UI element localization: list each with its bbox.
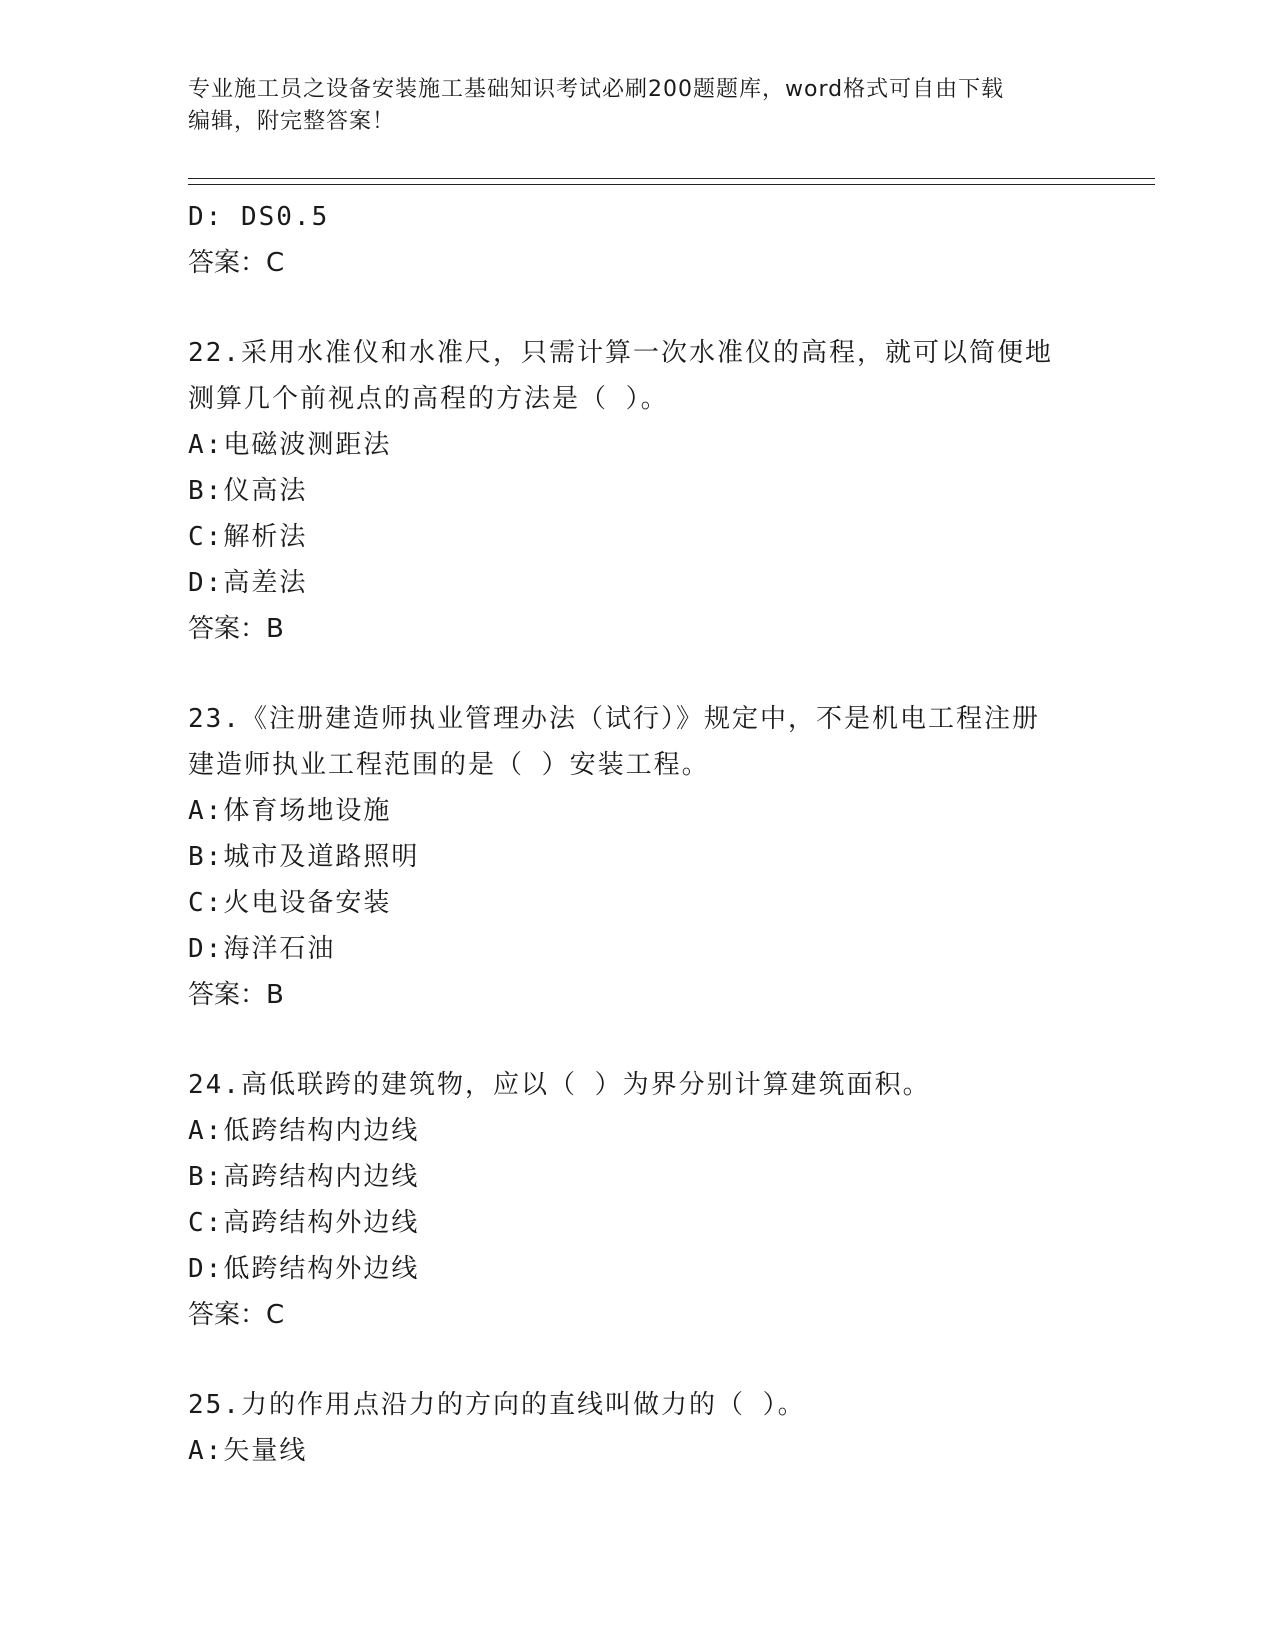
option-text: 高跨结构内边线: [223, 1162, 420, 1192]
q22-stem-line-1: 22.采用水准仪和水准尺，只需计算一次水准仪的高程，就可以简便地: [188, 338, 1053, 368]
q24-option-a: [188, 1108, 1088, 1154]
q25-stem-line-1: 25.力的作用点沿力的方向的直线叫做力的（ ）。: [188, 1390, 806, 1420]
question-22: [188, 330, 1088, 652]
option-text: 低跨结构外边线: [223, 1254, 420, 1284]
question-23: [188, 696, 1088, 1018]
option-text: 矢量线: [223, 1436, 308, 1466]
option-key: A:: [188, 796, 224, 826]
q22-answer: 答案：B: [188, 614, 284, 644]
option-text: 海洋石油: [223, 934, 336, 964]
q24-option-d: [188, 1246, 1088, 1292]
q23-option-c: [188, 880, 1088, 926]
header-line-1: 专业施工员之设备安装施工基础知识考试必刷200题题库，word格式可自由下载: [188, 77, 1005, 102]
option-text: 电磁波测距法: [223, 430, 392, 460]
document-header: [188, 74, 1068, 138]
q22-option-b: [188, 468, 1088, 514]
q23-answer: 答案：B: [188, 980, 284, 1010]
option-key: B:: [188, 1162, 224, 1192]
q24-option-b: [188, 1154, 1088, 1200]
option-text: 城市及道路照明: [223, 842, 420, 872]
option-text: 解析法: [223, 522, 308, 552]
option-text: 高跨结构外边线: [223, 1208, 420, 1238]
option-text: 火电设备安装: [223, 888, 392, 918]
q23-option-a: [188, 788, 1088, 834]
q21-answer: 答案：C: [188, 248, 285, 278]
option-text: 体育场地设施: [223, 796, 392, 826]
option-key: D:: [188, 1254, 224, 1284]
q23-stem-line-1: 23.《注册建造师执业管理办法（试行）》规定中，不是机电工程注册: [188, 704, 1040, 734]
option-key: A:: [188, 1116, 224, 1146]
header-line-2: 编辑，附完整答案！: [188, 109, 396, 134]
option-key: A:: [188, 430, 224, 460]
option-text: 低跨结构内边线: [223, 1116, 420, 1146]
q23-option-b: [188, 834, 1088, 880]
q24-stem-line-1: 24.高低联跨的建筑物，应以（ ）为界分别计算建筑面积。: [188, 1070, 931, 1100]
q22-option-d: [188, 560, 1088, 606]
q22-option-c: [188, 514, 1088, 560]
question-list: [188, 194, 1088, 1474]
option-key: B:: [188, 842, 224, 872]
option-key: B:: [188, 476, 224, 506]
option-key: C:: [188, 888, 224, 918]
option-key: C:: [188, 1208, 224, 1238]
option-text: 仪高法: [223, 476, 308, 506]
header-divider-bottom: [188, 184, 1155, 185]
option-text: 高差法: [223, 568, 308, 598]
q25-option-a: [188, 1428, 1088, 1474]
q24-option-c: [188, 1200, 1088, 1246]
header-divider-top: [188, 178, 1155, 179]
option-key: D:: [188, 934, 224, 964]
question-24: [188, 1062, 1088, 1338]
q22-stem-line-2: 测算几个前视点的高程的方法是（ ）。: [188, 384, 669, 414]
q21-option-d: D: DS0.5: [188, 202, 330, 232]
q23-stem-line-2: 建造师执业工程范围的是（ ）安装工程。: [188, 750, 710, 780]
question-25: [188, 1382, 1088, 1474]
q23-option-d: [188, 926, 1088, 972]
q24-answer: 答案：C: [188, 1300, 285, 1330]
q22-option-a: [188, 422, 1088, 468]
option-key: C:: [188, 522, 224, 552]
option-key: A:: [188, 1436, 224, 1466]
option-key: D:: [188, 568, 224, 598]
